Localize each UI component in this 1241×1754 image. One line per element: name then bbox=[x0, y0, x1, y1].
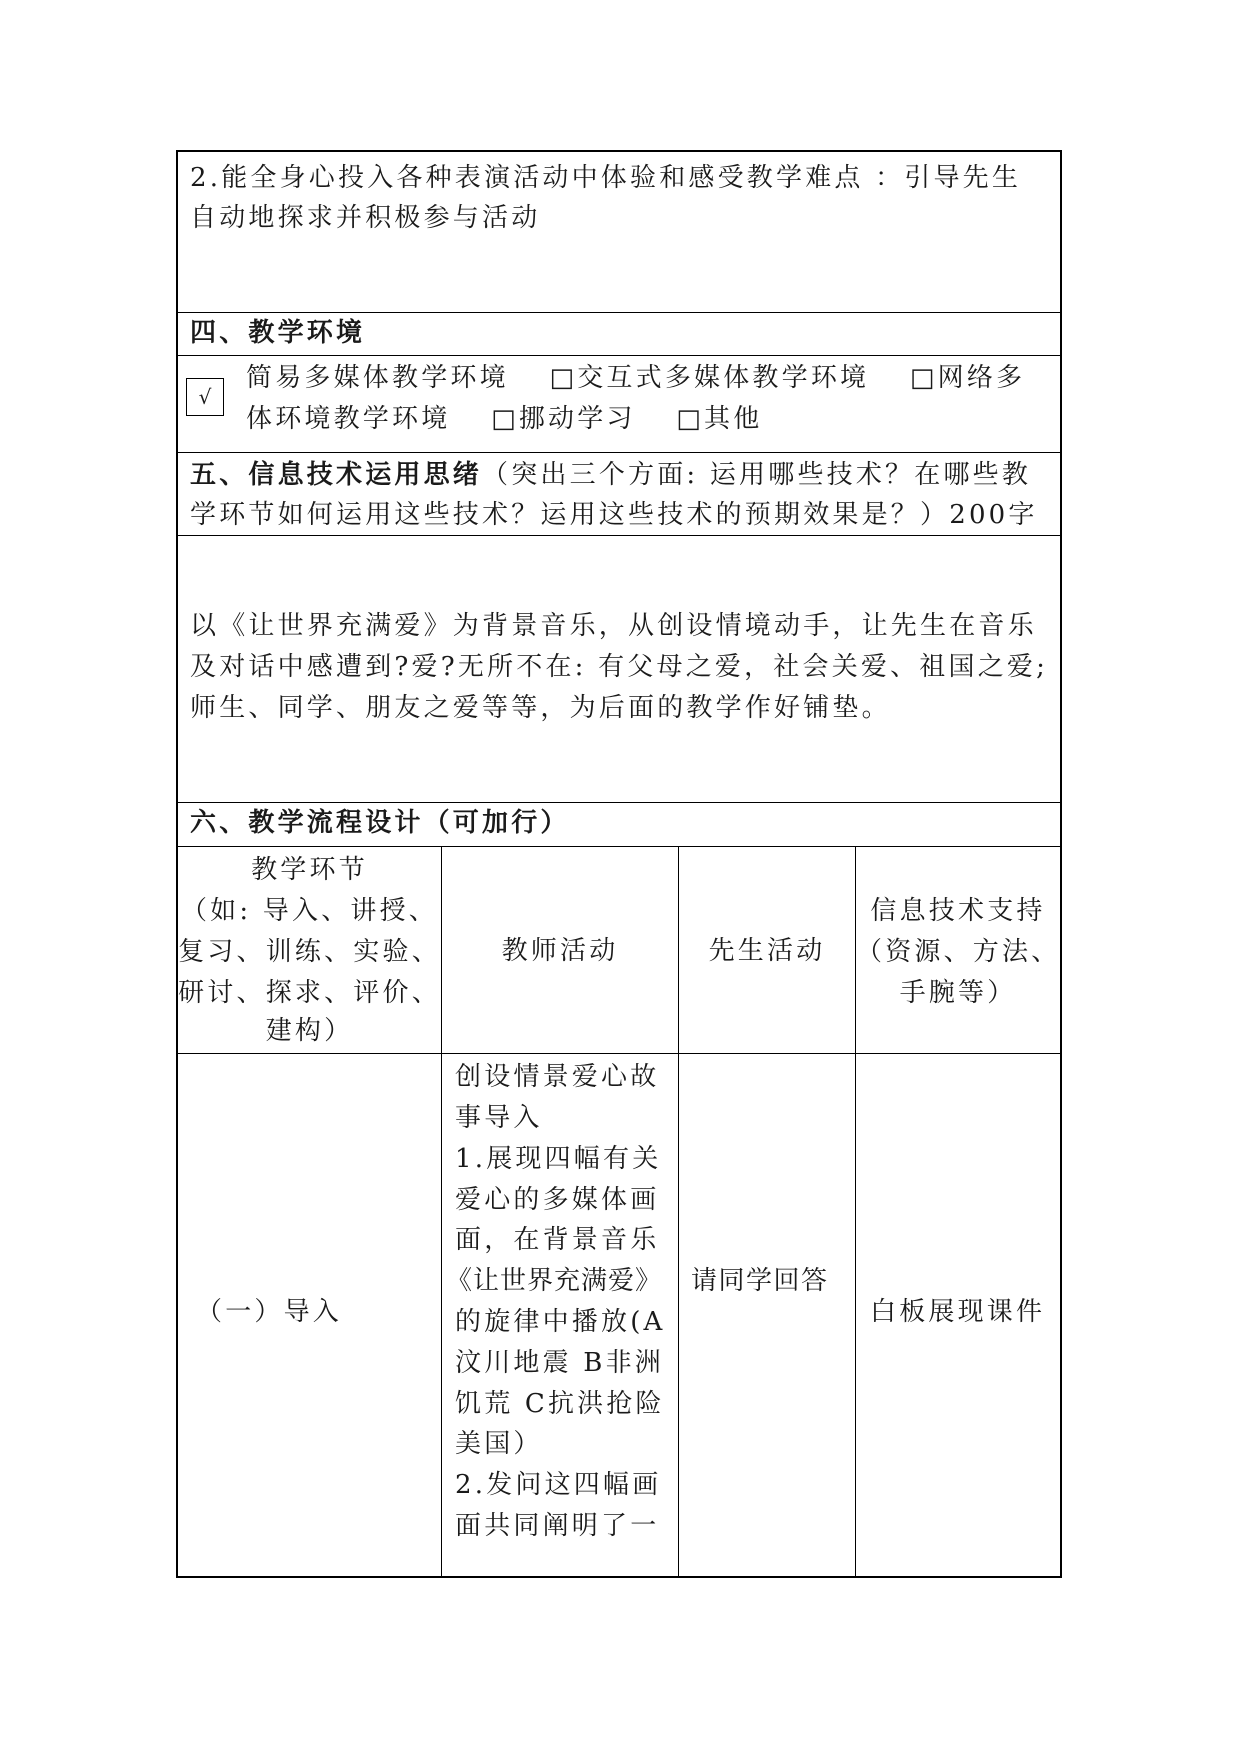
header-tech-line: 信息技术支持 bbox=[870, 896, 1046, 926]
section-title: 六、教学流程设计（可加行） bbox=[190, 808, 570, 838]
student-activity-cell bbox=[679, 1054, 855, 1576]
student-activity-text: 请同学回答 bbox=[691, 1266, 829, 1296]
header-stage-line: 复习、训练、实验、 bbox=[178, 937, 441, 967]
section-title: 四、教学环境 bbox=[190, 318, 366, 348]
stage-label: （一）导入 bbox=[196, 1297, 343, 1327]
tech-support-cell bbox=[856, 1054, 1060, 1576]
teacher-activity-line: 汶川地震 B非洲 bbox=[455, 1348, 664, 1378]
teacher-activity-line: 饥荒 C抗洪抢险 bbox=[455, 1389, 665, 1419]
environment-options-line-2: 体环境教学环境 □挪动学习 □其他 bbox=[246, 404, 763, 434]
section-tech-usage-header bbox=[178, 453, 1060, 536]
section-environment-options bbox=[178, 356, 1060, 453]
teacher-activity-line: 面共同阐明了一 bbox=[455, 1511, 660, 1541]
body-line-1: 以《让世界充满爱》为背景音乐，从创设情境动手，让先生在音乐 bbox=[190, 611, 1037, 641]
teacher-activity-line: 《让世界充满爱》 bbox=[446, 1266, 663, 1296]
teacher-activity-line: 爱心的多媒体画 bbox=[455, 1185, 660, 1215]
header-tech bbox=[856, 847, 1060, 1053]
header-stage-line: 研讨、探求、评价、 bbox=[178, 978, 441, 1008]
header-student bbox=[679, 847, 855, 1053]
header-teacher bbox=[442, 847, 678, 1053]
teacher-activity-line: 创设情景爱心故 bbox=[455, 1062, 660, 1092]
flow-table-row-intro bbox=[178, 1054, 1060, 1576]
teacher-activity-line: 事导入 bbox=[455, 1103, 543, 1133]
header-tech-line: （资源、方法、 bbox=[856, 937, 1061, 967]
difficulty-line-1: 2.能全身心投入各种表演活动中体验和感受教学难点 ：引导先生 bbox=[190, 163, 1022, 193]
teacher-activity-line: 2.发问这四幅画 bbox=[455, 1470, 662, 1500]
teacher-activity-line: 美国） bbox=[455, 1429, 543, 1459]
header-teacher-label: 教师活动 bbox=[501, 936, 619, 966]
header-stage bbox=[178, 847, 441, 1053]
teacher-activity-line: 面，在背景音乐 bbox=[455, 1225, 660, 1255]
header-stage-line: （如: 导入、讲授、 bbox=[180, 896, 439, 926]
section-title-bold: 五、信息技术运用思绪 bbox=[190, 460, 483, 490]
section-tech-usage-body bbox=[178, 536, 1060, 803]
environment-options-line-1: 简易多媒体教学环境 □交互式多媒体教学环境 □网络多 bbox=[246, 363, 1026, 393]
section-title-note: （突出三个方面: 运用哪些技术？在哪些教 bbox=[482, 460, 1032, 490]
section-teaching-difficulty bbox=[178, 152, 1060, 313]
stage-cell bbox=[178, 1054, 441, 1576]
difficulty-line-2: 自动地探求并积极参与活动 bbox=[190, 203, 541, 233]
section-environment-header bbox=[178, 313, 1060, 356]
header-stage-line: 建构） bbox=[265, 1016, 354, 1046]
body-line-2: 及对话中感遭到?爱?无所不在: 有父母之爱，社会关爱、祖国之爱; bbox=[190, 652, 1049, 682]
header-student-label: 先生活动 bbox=[708, 936, 826, 966]
header-tech-line: 手腕等） bbox=[899, 978, 1017, 1008]
teacher-activity-line: 的旋律中播放(A bbox=[455, 1307, 666, 1337]
checked-checkbox: √ bbox=[186, 378, 224, 416]
teacher-activity-line: 1.展现四幅有关 bbox=[455, 1144, 662, 1174]
teacher-activity-cell bbox=[442, 1054, 678, 1576]
flow-table-header-row bbox=[178, 847, 1060, 1054]
tech-support-text: 白板展现课件 bbox=[870, 1297, 1046, 1327]
section-title bbox=[190, 455, 1031, 496]
section-title-note-line-2: 学环节如何运用这些技术？运用这些技术的预期效果是？）200字 bbox=[190, 500, 1038, 530]
header-stage-line: 教学环节 bbox=[251, 855, 368, 885]
lesson-plan-table bbox=[176, 150, 1062, 1578]
section-flow-header bbox=[178, 803, 1060, 847]
body-line-3: 师生、同学、朋友之爱等等，为后面的教学作好铺垫。 bbox=[190, 693, 891, 723]
